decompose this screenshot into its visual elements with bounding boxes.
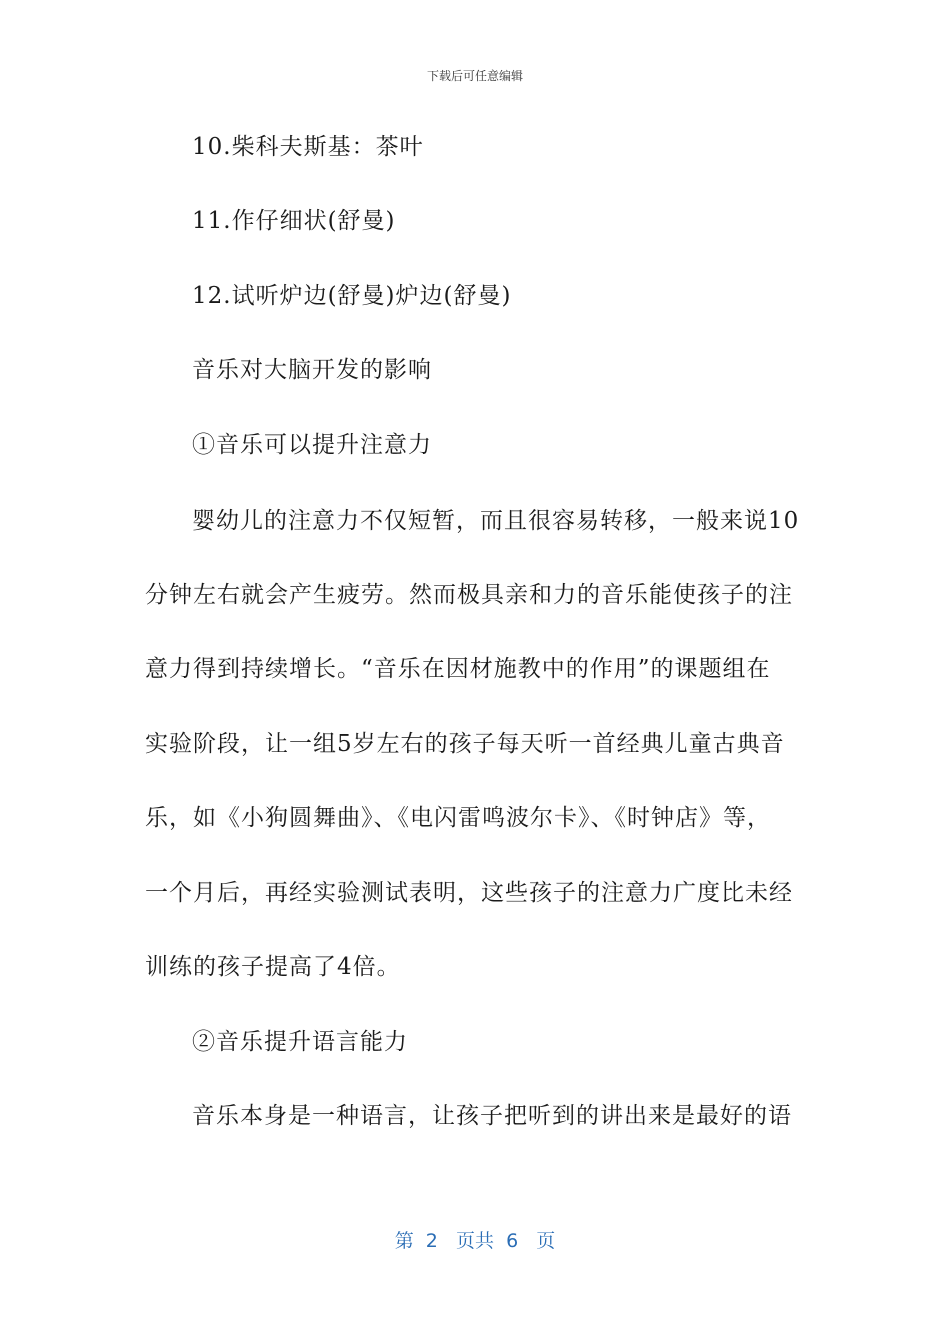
paragraph-line: 一个月后，再经实验测试表明，这些孩子的注意力广度比未经 [145, 880, 793, 906]
paragraph-line: 训练的孩子提高了4倍。 [145, 954, 401, 980]
download-note: 下载后可任意编辑 [426, 69, 523, 83]
paragraph-line: 实验阶段，让一组5岁左右的孩子每天听一首经典儿童古典音 [145, 731, 785, 757]
subheading-language: ②音乐提升语言能力 [192, 1029, 408, 1055]
list-item-12: 12.试听炉边(舒曼)炉边(舒曼) [192, 283, 512, 309]
section-heading: 音乐对大脑开发的影响 [192, 357, 432, 383]
paragraph-line: 婴幼儿的注意力不仅短暂，而且很容易转移，一般来说10 [192, 508, 800, 534]
list-item-11: 11.作仔细状(舒曼) [192, 208, 396, 234]
paragraph-line: 分钟左右就会产生疲劳。然而极具亲和力的音乐能使孩子的注 [145, 582, 793, 608]
paragraph-line: 意力得到持续增长。“音乐在因材施教中的作用”的课题组在 [145, 656, 771, 682]
list-item-10: 10.柴科夫斯基：茶叶 [192, 134, 424, 160]
paragraph-line: 音乐本身是一种语言，让孩子把听到的讲出来是最好的语 [192, 1103, 792, 1129]
subheading-attention: ①音乐可以提升注意力 [192, 432, 432, 458]
paragraph-line: 乐，如《小狗圆舞曲》、《电闪雷鸣波尔卡》、《时钟店》等， [145, 805, 771, 831]
page-number: 第 2 页共 6 页 [394, 1230, 556, 1252]
